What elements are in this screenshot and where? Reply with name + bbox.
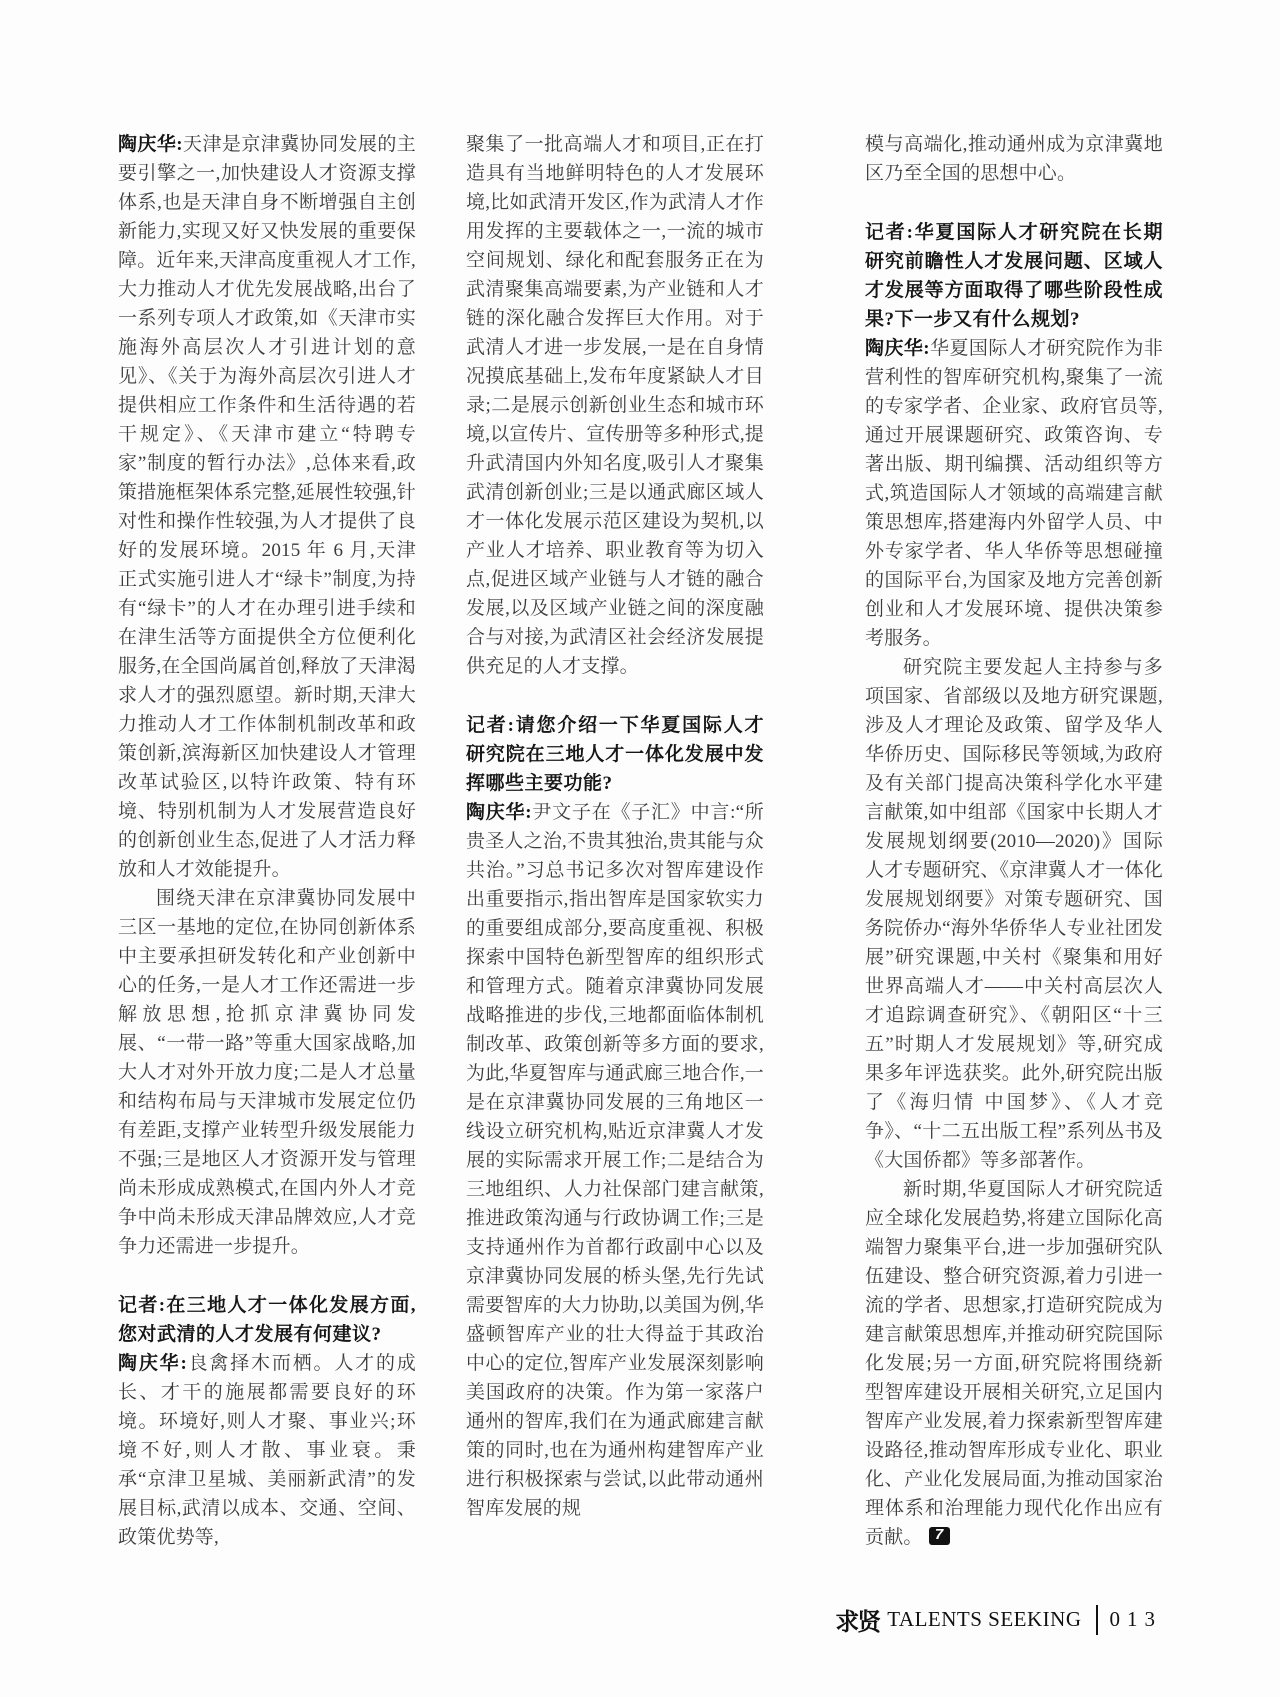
- page-footer: [835, 1602, 1162, 1637]
- interviewer-question: 记者:华夏国际人才研究院在长期研究前瞻性人才发展问题、区域人才发展等方面取得了哪些阶段性成果?下一步又有什么规划?: [865, 222, 1163, 330]
- body-paragraph-continuation: 模与高端化,推动通州成为京津冀地区乃至全国的思想中心。: [865, 134, 1163, 184]
- interview-answer-paragraph: [865, 334, 1163, 653]
- text-column-3: [865, 130, 1163, 1552]
- speaker-name: 陶庆华:: [118, 134, 183, 155]
- body-paragraph: 围绕天津在京津冀协同发展中三区一基地的定位,在协同创新体系中主要承担研发转化和产业创新中心的任务,一是人才工作还需进一步解放思想,抢抓京津冀协同发展、“一带一路”等重大国家战略,加大人才对外开放力度;二是人才总量和结构布局与天津城市发展定位仍有差距,支撑产业转型升级发展能力不强;三是地区人才资源开发与管理尚未形成成熟模式,在国内外人才竞争中尚未形成天津品牌效应,人才竞争力还需进一步提升。: [118, 888, 416, 1257]
- speaker-name: 陶庆华:: [118, 1353, 187, 1374]
- magazine-logo: 求贤: [835, 1610, 880, 1636]
- text-column-2: [466, 130, 764, 1523]
- answer-text: 华夏国际人才研究院作为非营利性的智库研究机构,聚集了一流的专家学者、企业家、政府官员等,通过开展课题研究、政策咨询、专著出版、期刊编撰、活动组织等方式,筑造国际人才领域的高端建言献策思想库,搭建海内外留学人员、中外专家学者、华人华侨等思想碰撞的国际平台,为国家及地方完善创新创业和人才发展环境、提供决策参考服务。: [865, 338, 1163, 649]
- text-column-1: [118, 130, 416, 1552]
- interviewer-question: 记者:请您介绍一下华夏国际人才研究院在三地人才一体化发展中发挥哪些主要功能?: [466, 715, 764, 794]
- magazine-title-en: TALENTS SEEKING: [887, 1607, 1082, 1631]
- interview-answer-paragraph: [118, 130, 416, 884]
- speaker-name: 陶庆华:: [865, 338, 930, 359]
- interview-answer-paragraph: [466, 798, 764, 1523]
- page-number: 013: [1109, 1607, 1162, 1631]
- body-paragraph: 研究院主要发起人主持参与多项国家、省部级以及地方研究课题,涉及人才理论及政策、留学及华人华侨历史、国际移民等领域,为政府及有关部门提高决策科学化水平建言献策,如中组部《国家中长期人才发展规划纲要(2010—2020)》国际人才专题研究、《京津冀人才一体化发展规划纲要》对策专题研究、国务院侨办“海外华侨华人专业社团发展”研究课题,中关村《聚集和用好世界高端人才——中关村高层次人才追踪调查研究》、《朝阳区“十三五”时期人才发展规划》等,研究成果多年评选获奖。此外,研究院出版了《海归情 中国梦》、《人才竞争》、“十二五出版工程”系列丛书及《大国侨都》等多部著作。: [865, 657, 1163, 1171]
- answer-text: 良禽择木而栖。人才的成长、才干的施展都需要良好的环境。环境好,则人才聚、事业兴;环境不好,则人才散、事业衰。秉承“京津卫星城、美丽新武清”的发展目标,武清以成本、交通、空间、政策优势等,: [118, 1353, 416, 1548]
- interview-answer-paragraph: [118, 1349, 416, 1552]
- footer-divider: [1096, 1605, 1098, 1635]
- body-paragraph-continuation: 聚集了一批高端人才和项目,正在打造具有当地鲜明特色的人才发展环境,比如武清开发区,作为武清人才作用发挥的主要载体之一,一流的城市空间规划、绿化和配套服务正在为武清聚集高端要素,为产业链和人才链的深化融合发挥巨大作用。对于武清人才进一步发展,一是在自身情况摸底基础上,发布年度紧缺人才目录;二是展示创新创业生态和城市环境,以宣传片、宣传册等多种形式,提升武清国内外知名度,吸引人才聚集武清创新创业;三是以通武廊区域人才一体化发展示范区建设为契机,以产业人才培养、职业教育等为切入点,促进区域产业链与人才链的融合发展,以及区域产业链之间的深度融合与对接,为武清区社会经济发展提供充足的人才支撑。: [466, 134, 764, 677]
- closing-text: 新时期,华夏国际人才研究院适应全球化发展趋势,将建立国际化高端智力聚集平台,进一步加强研究队伍建设、整合研究资源,着力引进一流的学者、思想家,打造研究院成为建言献策思想库,并推动研究院国际化发展;另一方面,研究院将围绕新型智库建设开展相关研究,立足国内智库产业发展,着力探索新型智库建设路径,推动智库形成专业化、职业化、产业化发展局面,为推动国家治理体系和治理能力现代化作出应有贡献。: [865, 1179, 1163, 1548]
- answer-text: 天津是京津冀协同发展的主要引擎之一,加快建设人才资源支撑体系,也是天津自身不断增强自主创新能力,实现又好又快发展的重要保障。近年来,天津高度重视人才工作,大力推动人才优先发展战略,出台了一系列专项人才政策,如《天津市实施海外高层次人才引进计划的意见》、《关于为海外高层次引进人才提供相应工作条件和生活待遇的若干规定》、《天津市建立“特聘专家”制度的暂行办法》,总体来看,政策措施框架体系完整,延展性较强,针对性和操作性较强,为人才提供了良好的发展环境。2015 年 6 月,天津正式实施引进人才“绿卡”制度,为持有“绿卡”的人才在办理引进手续和在津生活等方面提供全方位便利化服务,在全国尚属首创,释放了天津渴求人才的强烈愿望。新时期,天津大力推动人才工作体制机制改革和政策创新,滨海新区加快建设人才管理改革试验区,以特许政策、特有环境、特别机制为人才发展营造良好的创新创业生态,促进了人才活力释放和人才效能提升。: [118, 134, 416, 880]
- body-paragraph-last: [865, 1175, 1163, 1552]
- speaker-name: 陶庆华:: [466, 802, 532, 823]
- interviewer-question: 记者:在三地人才一体化发展方面,您对武清的人才发展有何建议?: [118, 1295, 416, 1345]
- end-of-article-icon: 7: [929, 1527, 950, 1545]
- answer-text: 尹文子在《子汇》中言:“所贵圣人之治,不贵其独治,贵其能与众共治。”习总书记多次对智库建设作出重要指示,指出智库是国家软实力的重要组成部分,要高度重视、积极探索中国特色新型智库的组织形式和管理方式。随着京津冀协同发展战略推进的步伐,三地都面临体制机制改革、政策创新等多方面的要求,为此,华夏智库与通武廊三地合作,一是在京津冀协同发展的三角地区一线设立研究机构,贴近京津冀人才发展的实际需求开展工作;二是结合为三地组织、人力社保部门建言献策,推进政策沟通与行政协调工作;三是支持通州作为首都行政副中心以及京津冀协同发展的桥头堡,先行先试需要智库的大力协助,以美国为例,华盛顿智库产业的壮大得益于其政治中心的定位,智库产业发展深刻影响美国政府的决策。作为第一家落户通州的智库,我们在为通武廊建言献策的同时,也在为通州构建智库产业进行积极探索与尝试,以此带动通州智库发展的规: [466, 802, 764, 1519]
